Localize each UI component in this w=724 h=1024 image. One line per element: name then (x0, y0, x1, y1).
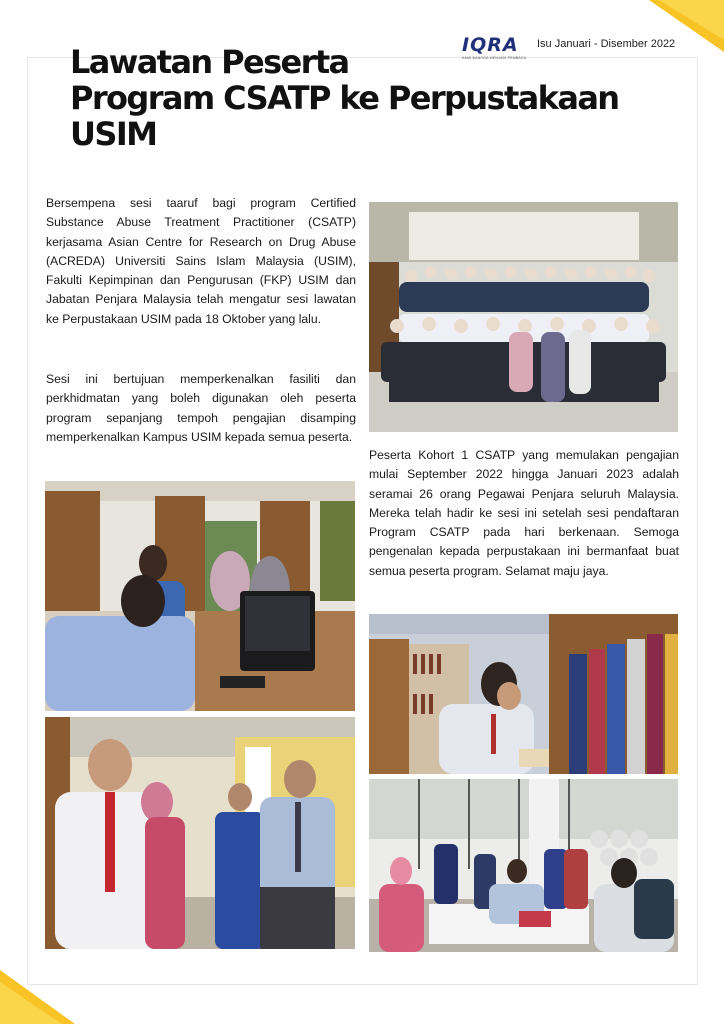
library-computer-photo (45, 481, 355, 711)
paragraph-cohort: Peserta Kohort 1 CSATP yang memulakan pengajian mulai September 2022 hingga Januari 2023 adalah seramai 26 orang Pegawai Penjara seluruh Malaysia. Mereka telah hadir ke sesi ini setelah sesi pendaftaran Program CSATP pada hari berkenaan. Semoga pengenalan kepada perpustakaan ini bermanfaat buat semua peserta program. Selamat maju jaya. (369, 448, 679, 578)
corner-decoration-bottom-left (0, 970, 75, 1024)
title-line-3: USIM (70, 115, 157, 153)
article-title (70, 44, 670, 152)
title-line-1: Lawatan Peserta (70, 43, 349, 81)
logo-tagline: KAMI BANGGA MENJADI PEMBACA (462, 56, 527, 60)
paragraph-purpose: Sesi ini bertujuan memperkenalkan fasiliti dan perkhidmatan yang boleh digunakan oleh peserta program sepanjang tempoh pengajian disamping memperkenalkan Kampus USIM kepada semua peserta. (46, 372, 356, 444)
library-study-area-photo (369, 779, 678, 952)
library-bookshelf-photo (369, 614, 678, 774)
group-photo (369, 202, 678, 432)
logo-text: IQRA (462, 34, 519, 56)
issue-label: Isu Januari - Disember 2022 (537, 38, 676, 50)
library-visit-photo (45, 717, 355, 949)
paragraph-intro: Bersempena sesi taaruf bagi program Certified Substance Abuse Treatment Practitioner (CSATP) kerjasama Asian Centre for Research on Drug Abuse (ACREDA) Universiti Sains Islam Malaysia (USIM), Fakulti Kepimpinan dan Pengurusan (FKP) USIM dan Jabatan Penjara Malaysia telah mengatur sesi lawatan ke Perpustakaan USIM pada 18 Oktober yang lalu. (46, 196, 356, 326)
title-line-2: Program CSATP ke Perpustakaan (70, 79, 619, 117)
